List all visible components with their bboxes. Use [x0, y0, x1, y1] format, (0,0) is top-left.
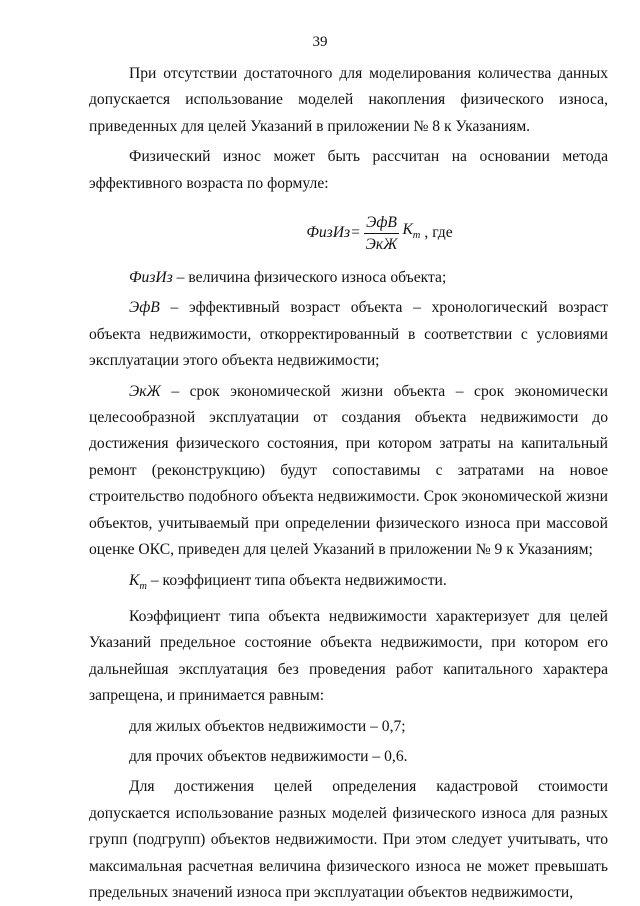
paragraph-cadastral-models: Для достижения целей определения кадастровой стоимости допускается использование разных моделей физического износа для разных групп (подгрупп) объектов недвижимости. При этом следует учитывать, что максимальная расчетная величина физического износа не может превышать предельных значений износа при эксплуатации объектов недвижимости, [89, 778, 608, 902]
formula-k: К [402, 220, 413, 238]
paragraph-type-coefficient: Коэффициент типа объекта недвижимости характеризует для целей Указаний предельное состояние объекта недвижимости, при котором его дальнейшая эксплуатация без проведения работ капитального характера запрещена, и принимается равным: [89, 608, 608, 705]
formula-block [151, 203, 608, 263]
page-number: 39 [312, 34, 328, 50]
formula-fraction [364, 213, 400, 254]
formula-lhs: ФизИз [306, 223, 351, 241]
paragraph-insufficient-data: При отсутствии достаточного для моделирования количества данных допускается использование моделей накопления физического износа, приведенных для целей Указаний в приложении № 8 к Указаниям. [89, 65, 608, 135]
definition-fiziz-text: – величина физического износа объекта; [172, 269, 447, 287]
formula-numerator: ЭфВ [366, 213, 397, 231]
coefficient-other: для прочих объектов недвижимости – 0,6. [129, 748, 408, 766]
formula-k-sub: т [412, 229, 421, 241]
formula-denominator: ЭкЖ [364, 233, 400, 254]
formula-coefficient [402, 217, 420, 250]
term-kt-k: К [129, 571, 140, 589]
term-fiziz: ФизИз [129, 269, 173, 287]
definition-ekzh [89, 379, 608, 564]
definition-efv [89, 295, 608, 374]
term-ekzh: ЭкЖ [129, 382, 161, 400]
term-kt-sub: т [139, 580, 147, 592]
page-body [89, 61, 608, 906]
definition-kt-text: – коэффициент типа объекта недвижимости. [146, 571, 447, 589]
formula-equals: = [350, 223, 361, 241]
definition-kt [89, 568, 608, 601]
term-efv: ЭфВ [129, 299, 160, 317]
term-kt [129, 571, 147, 592]
wear-formula [306, 213, 452, 254]
definition-ekzh-text: – срок экономической жизни объекта – срок экономически целесообразной эксплуатации от создания объекта недвижимости до достижения физического состояния, при котором затраты на капитальный ремонт (реконструкцию) будут сопоставимы с затратами на новое строительство подобного объекта недвижимости. Срок экономической жизни объектов, учитываемый при определении физического износа при массовой оценке ОКС, приведен для целей Указаний в приложении № 9 к Указаниям; [89, 382, 608, 559]
coefficient-residential: для жилых объектов недвижимости – 0,7; [129, 717, 406, 735]
definition-efv-text: – эффективный возраст объекта – хронологический возраст объекта недвижимости, откорректированный в соответствии с условиями эксплуатации этого объекта недвижимости; [89, 299, 608, 370]
paragraph-physical-wear: Физический износ может быть рассчитан на основании метода эффективного возраста по формуле: [89, 148, 608, 192]
formula-where: , где [424, 223, 453, 241]
definition-fiziz [89, 265, 608, 291]
